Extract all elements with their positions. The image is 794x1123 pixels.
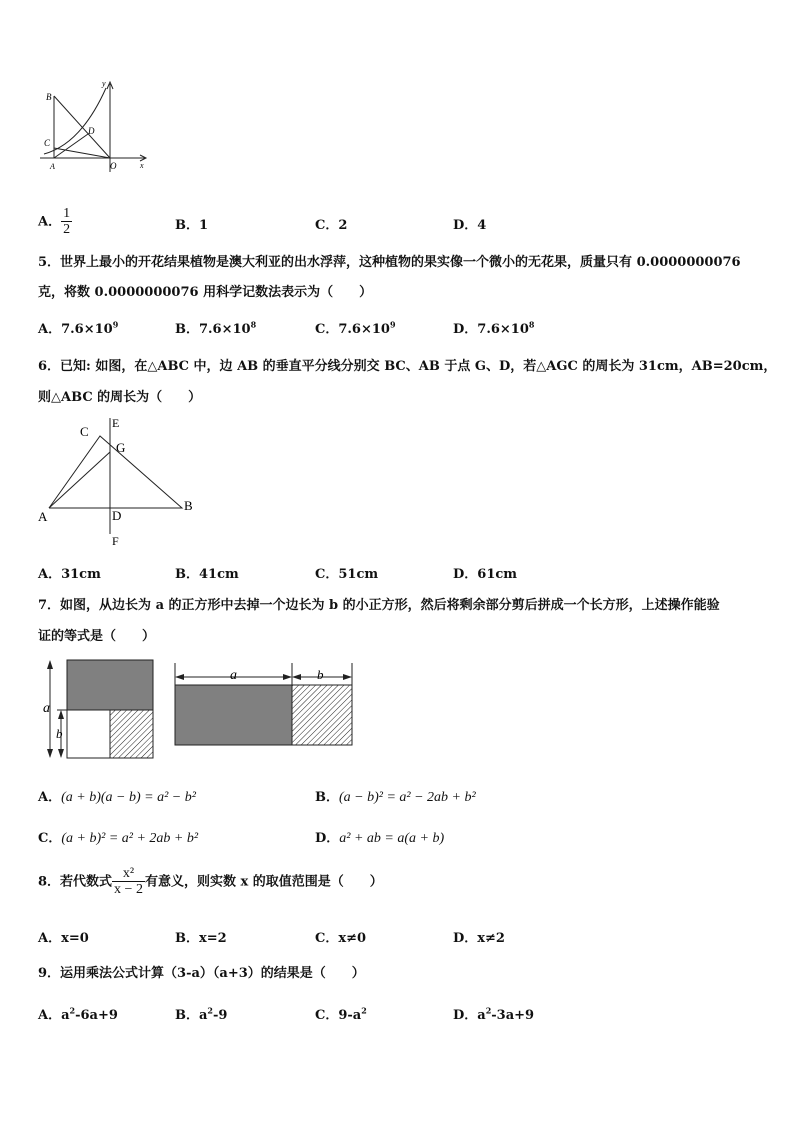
q9-option-a-exp: 2 [69, 1005, 76, 1016]
q4-label-o: O [110, 161, 117, 171]
q8-stem-suffix: 有意义，则实数 x 的取值范围是（ ） [144, 874, 383, 890]
q7-label-a-top: a [230, 668, 237, 683]
q6-label-d: D [112, 508, 122, 523]
q7-option-c-label: C． [38, 831, 62, 846]
q7-option-d [315, 827, 444, 847]
q5-option-a [38, 318, 118, 337]
q6-label-c: C [80, 424, 89, 439]
q6-label-e: E [112, 416, 120, 430]
q9-option-a-base: A．a [38, 1008, 70, 1023]
q4-label-b: B [46, 92, 52, 102]
q9-option-d-exp: 2 [485, 1005, 492, 1016]
q8-stem-prefix: 8．若代数式 [38, 874, 113, 890]
q7-option-b [315, 786, 476, 806]
q5-option-b [175, 318, 256, 337]
q5-option-c-base: C．7.6×10 [315, 322, 390, 337]
q9-option-d [453, 1004, 534, 1023]
q8-fraction [112, 866, 145, 898]
q7-stem-line1: 7．如图，从边长为 a 的正方形中去掉一个边长为 b 的小正方形，然后将剩余部分剪后拼成一个长方形，上述操作能验 [38, 598, 720, 613]
q7-option-d-label: D． [315, 831, 340, 846]
q8-option-a: A．x=0 [38, 931, 89, 946]
q8-option-c: C．x≠0 [315, 931, 367, 946]
q6-option-c: C．51cm [315, 567, 379, 582]
q6-stem-line1: 6．已知: 如图，在△ABC 中，边 AB 的垂直平分线分别交 BC、AB 于点 G、D，若△AGC 的周长为 31cm，AB=20cm， [38, 359, 777, 374]
q5-option-b-base: B．7.6×10 [175, 322, 251, 337]
q9-option-b-rest: -9 [213, 1008, 228, 1023]
q5-option-d-exp: 8 [528, 319, 535, 330]
q6-option-a: A．31cm [38, 567, 101, 582]
q5-option-c-exp: 9 [389, 319, 396, 330]
q7-stem-line2: 证的等式是（ ） [38, 629, 156, 644]
q9-option-b-base: B．a [175, 1008, 208, 1023]
q6-option-d: D．61cm [453, 567, 518, 582]
q5-option-c [315, 318, 396, 337]
q7-option-b-expr: (a − b)² = a² − 2ab + b² [339, 790, 476, 805]
q6-label-f: F [112, 534, 119, 548]
q5-option-d-base: D．7.6×10 [453, 322, 529, 337]
q6-label-g: G [116, 440, 126, 455]
q6-label-a: A [38, 509, 48, 524]
q5-stem-line2: 克，将数 0.0000000076 用科学记数法表示为（ ） [38, 285, 373, 300]
q6-label-b: B [184, 498, 193, 513]
q7-option-a-expr: (a + b)(a − b) = a² − b² [61, 790, 196, 805]
q4-label-y: y [102, 79, 106, 88]
q5-stem-line1: 5．世界上最小的开花结果植物是澳大利亚的出水浮萍，这种植物的果实像一个微小的无花果，质量只有 0.0000000076 [38, 255, 741, 270]
q8-option-b: B．x=2 [175, 931, 227, 946]
q6-triangle-figure [36, 412, 206, 552]
q7-option-d-expr: a² + ab = a(a + b) [339, 831, 445, 846]
q5-option-a-base: A．7.6×10 [38, 322, 113, 337]
q5-option-b-exp: 8 [250, 319, 257, 330]
q5-option-a-exp: 9 [112, 319, 119, 330]
q4-label-c: C [44, 138, 51, 148]
q7-option-a-label: A． [38, 790, 62, 805]
q7-square-figure [40, 655, 360, 760]
q4-label-a: A [50, 162, 55, 171]
q4-option-a [38, 206, 72, 238]
q9-option-c [315, 1004, 367, 1023]
q9-option-a-rest: -6a+9 [75, 1008, 118, 1023]
q8-option-d: D．x≠2 [453, 931, 505, 946]
q7-option-b-label: B． [315, 790, 339, 805]
q9-option-b-exp: 2 [207, 1005, 213, 1016]
q7-label-a-left: a [43, 701, 50, 716]
q4-option-b: B．1 [175, 218, 209, 233]
q4-option-a-label: A． [38, 214, 62, 230]
q4-fraction-numerator: 1 [63, 206, 71, 221]
q5-option-d [453, 318, 534, 337]
q4-figure [36, 76, 156, 176]
q7-option-a [38, 786, 196, 806]
q7-label-b-left: b [56, 726, 63, 741]
q9-option-c-base: C．9-a [315, 1008, 362, 1023]
q4-option-d: D．4 [453, 218, 487, 233]
q4-option-c: C．2 [315, 218, 348, 233]
q9-option-a [38, 1004, 118, 1023]
q8-fraction-denominator: x − 2 [114, 882, 143, 897]
q8-stem [38, 866, 383, 898]
q6-stem-line2: 则△ABC 的周长为（ ） [38, 390, 202, 405]
q4-label-x: x [140, 161, 144, 170]
q9-option-d-base: D．a [453, 1008, 486, 1023]
q9-option-b [175, 1004, 227, 1023]
q6-option-b: B．41cm [175, 567, 239, 582]
q8-fraction-numerator: x² [112, 866, 145, 882]
q9-option-d-rest: -3a+9 [491, 1008, 535, 1023]
q4-fraction-denominator: 2 [63, 222, 71, 237]
q7-option-c-expr: (a + b)² = a² + 2ab + b² [61, 831, 199, 846]
q4-label-d: D [88, 126, 95, 136]
q9-option-c-exp: 2 [361, 1005, 367, 1016]
q7-option-c [38, 827, 198, 847]
q9-stem: 9．运用乘法公式计算（3-a）（a+3）的结果是（ ） [38, 966, 365, 981]
q4-option-a-fraction [61, 206, 72, 238]
q7-label-b-top: b [317, 667, 324, 682]
